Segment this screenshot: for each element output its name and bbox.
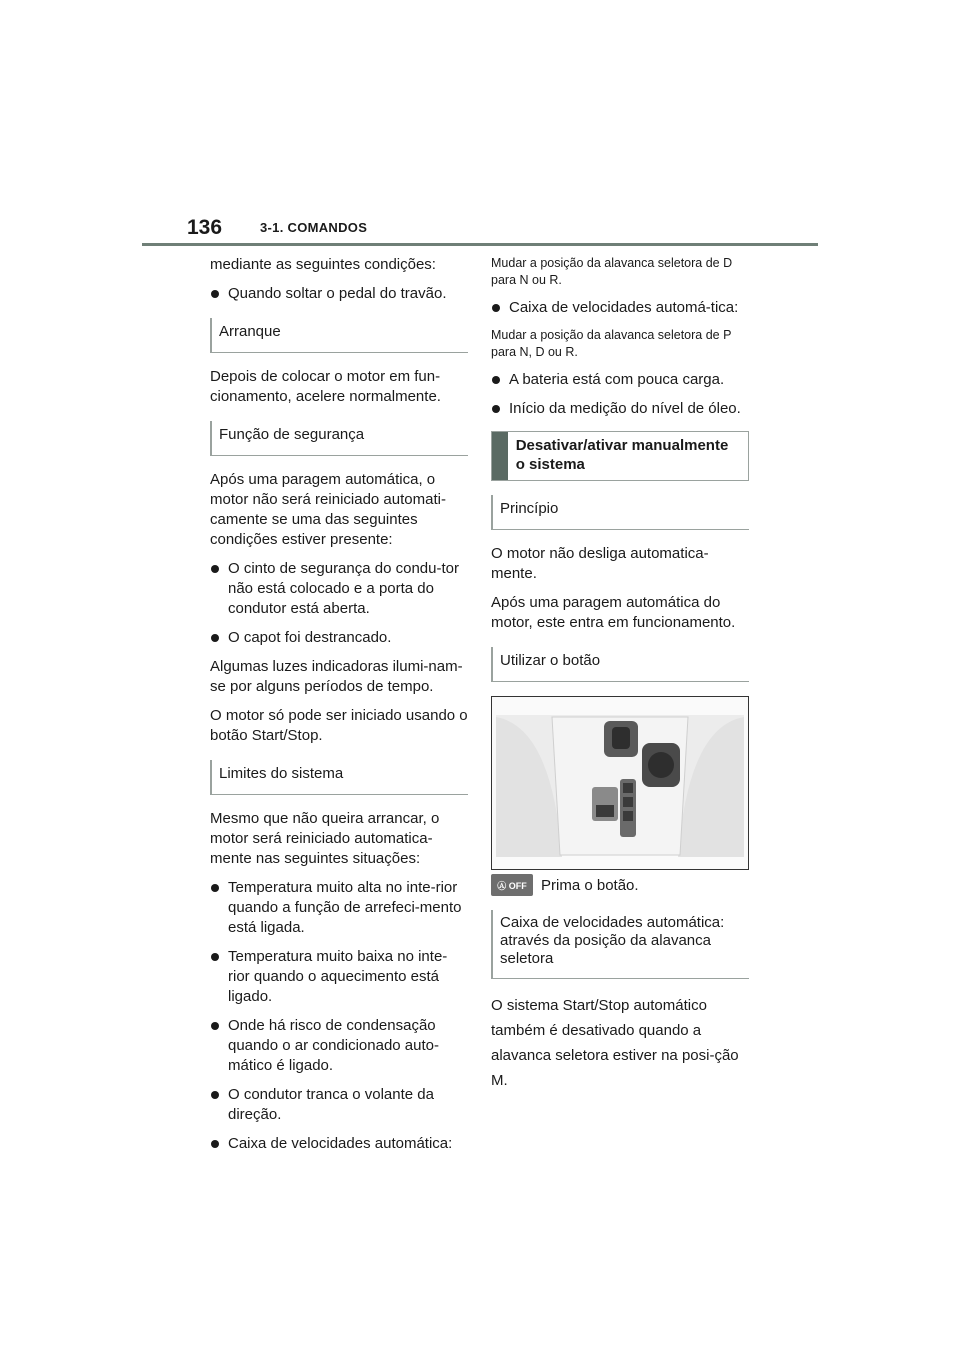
auto-start-stop-off-icon: Ⓐ OFF (491, 874, 533, 896)
list-item: Onde há risco de condensação quando o ar condicionado auto-mático é ligado. (210, 1016, 468, 1076)
subheading-botao: Utilizar o botão (491, 647, 749, 682)
paragraph: Mesmo que não queira arrancar, o motor será reiniciado automatica-mente nas seguintes situações: (210, 810, 440, 867)
subheading-principio: Princípio (491, 495, 749, 530)
paragraph: Algumas luzes indicadoras ilumi-nam-se por alguns períodos de tempo. (210, 658, 463, 695)
bullet-icon (211, 565, 219, 573)
page-number: 136 (187, 216, 223, 239)
list-item: Quando soltar o pedal do travão. (210, 284, 468, 304)
note-text: Mudar a posição da alavanca seletora de D para N ou R. (491, 256, 733, 287)
center-console-illustration (491, 696, 749, 870)
bullet-icon (211, 953, 219, 961)
bullet-icon (492, 376, 500, 384)
press-text: Prima o botão. (541, 876, 639, 894)
paragraph: O sistema Start/Stop automático também é desativado quando a alavanca seletora estiver na posi-ção M. (491, 997, 739, 1089)
list-item: O condutor tranca o volante da direção. (210, 1085, 468, 1125)
section-heading (491, 431, 749, 481)
bullet-icon (211, 634, 219, 642)
console-drawing (492, 697, 748, 869)
list-item: O cinto de segurança do condu-tor não está colocado e a porta do condutor está aberta. (210, 559, 468, 619)
paragraph: Após uma paragem automática, o motor não será reiniciado automati-camente se uma das seguintes condições estiver presente: (210, 471, 446, 548)
press-instruction (491, 874, 749, 896)
bullet-icon (211, 1022, 219, 1030)
chapter-title: 3-1. COMANDOS (260, 220, 368, 235)
subheading-limites: Limites do sistema (210, 760, 468, 795)
note-text: Mudar a posição da alavanca seletora de P para N, D ou R. (491, 328, 732, 359)
section-heading-bar (492, 432, 508, 480)
list-item: Temperatura muito alta no inte-rior quando a função de arrefeci-mento está ligada. (210, 878, 468, 938)
bullet-icon (211, 1091, 219, 1099)
left-column (210, 255, 468, 1163)
paragraph: Depois de colocar o motor em fun-cionamento, acelere normalmente. (210, 368, 441, 405)
list-item: Temperatura muito baixa no inte-rior quando o aquecimento está ligado. (210, 947, 468, 1007)
paragraph: Após uma paragem automática do motor, este entra em funcionamento. (491, 594, 736, 631)
intro-text: mediante as seguintes condições: (210, 256, 436, 273)
subheading-seguranca: Função de segurança (210, 421, 468, 456)
subheading-arranque: Arranque (210, 318, 468, 353)
bullet-icon (211, 290, 219, 298)
subheading-caixa: Caixa de velocidades automática: através da posição da alavanca seletora (491, 910, 749, 979)
list-item: O capot foi destrancado. (210, 628, 468, 648)
list-item: Caixa de velocidades automática: (210, 1134, 468, 1154)
bullet-icon (211, 884, 219, 892)
right-column (491, 255, 749, 1102)
bullet-icon (492, 304, 500, 312)
bullet-list (491, 370, 749, 419)
paragraph: O motor só pode ser iniciado usando o botão Start/Stop. (210, 707, 468, 744)
bullet-list (210, 559, 468, 648)
bullet-icon (211, 1140, 219, 1148)
bullet-list (210, 878, 468, 1154)
bullet-icon (492, 405, 500, 413)
section-heading-title: Desativar/ativar manualmente o sistema (515, 437, 729, 473)
list-item: Caixa de velocidades automá-tica: (491, 298, 749, 318)
paragraph: O motor não desliga automatica-mente. (491, 545, 709, 582)
bullet-list (491, 298, 749, 318)
bullet-list (210, 284, 468, 304)
list-item: A bateria está com pouca carga. (491, 370, 749, 390)
header-rule (142, 243, 818, 246)
list-item: Início da medição do nível de óleo. (491, 399, 749, 419)
